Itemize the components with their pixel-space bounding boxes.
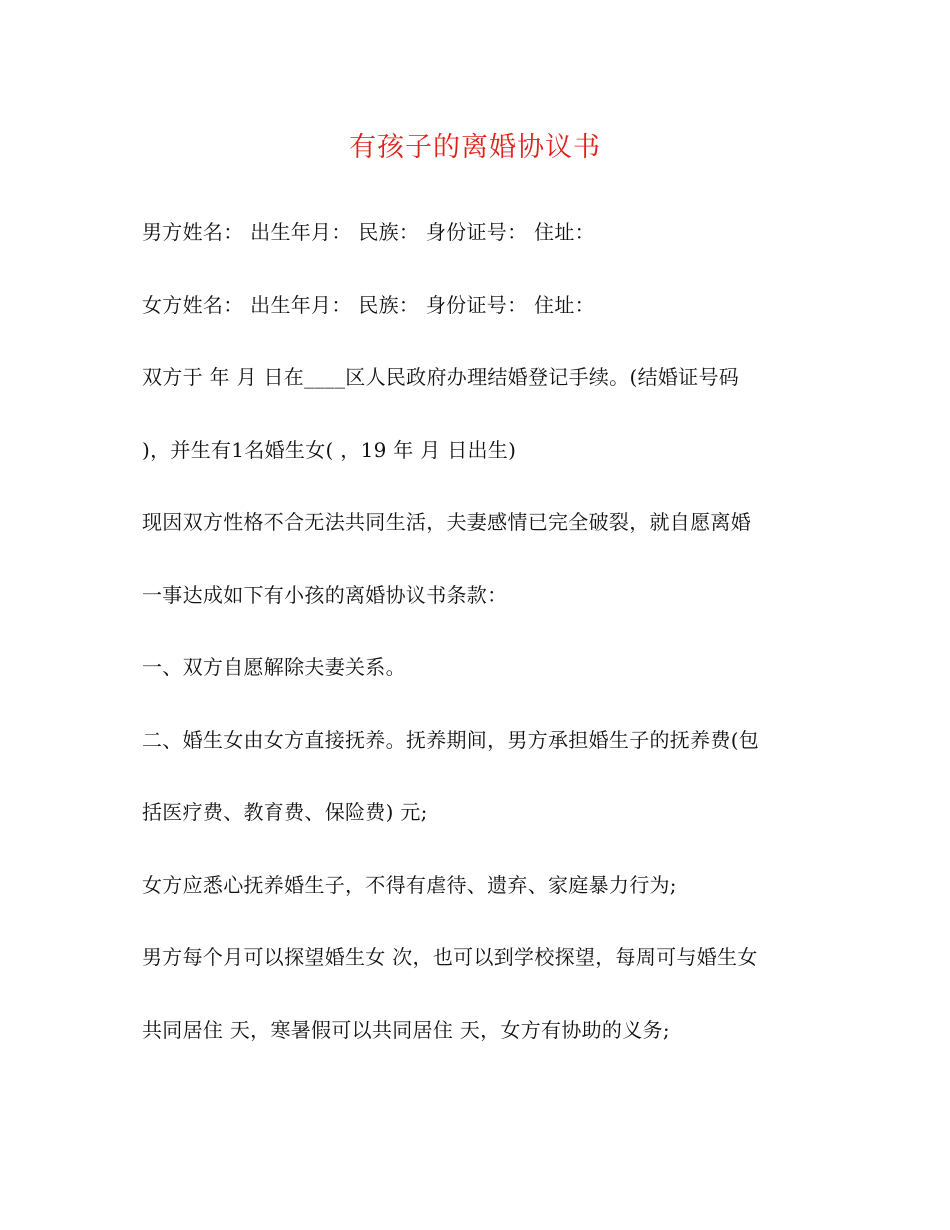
body-line-clause-2: 二、婚生女由女方直接抚养。抚养期间，男方承担婚生子的抚养费(包 (142, 727, 760, 752)
document-title: 有孩子的离婚协议书 (349, 132, 601, 163)
body-line-agreement-intro: 一事达成如下有小孩的离婚协议书条款： (142, 582, 508, 607)
body-line-clause-1: 一、双方自愿解除夫妻关系。 (142, 655, 406, 679)
body-line-visitation-cont: 共同居住 天，寒暑假可以共同居住 天，女方有协助的义务; (142, 1017, 670, 1042)
body-line-reason: 现因双方性格不合无法共同生活，夫妻感情已完全破裂，就自愿离婚 (142, 510, 751, 534)
body-line-clause-2-cont: 括医疗费、教育费、保险费) 元; (142, 800, 428, 824)
body-line-male-info: 男方姓名： 出生年月： 民族： 身份证号： 住址： (142, 220, 595, 244)
body-line-marriage-registration: 双方于 年 月 日在____区人民政府办理结婚登记手续。(结婚证号码 (142, 365, 740, 389)
body-line-female-info: 女方姓名： 出生年月： 民族： 身份证号： 住址： (142, 292, 595, 317)
document-body (142, 214, 822, 1084)
body-line-visitation: 男方每个月可以探望婚生女 次，也可以到学校探望，每周可与婚生女 (142, 945, 758, 969)
body-line-custody-duty: 女方应悉心抚养婚生子，不得有虐待、遗弃、家庭暴力行为; (142, 872, 677, 897)
body-line-child-birth: )，并生有1名婚生女( ，19 年 月 日出生) (142, 437, 517, 462)
